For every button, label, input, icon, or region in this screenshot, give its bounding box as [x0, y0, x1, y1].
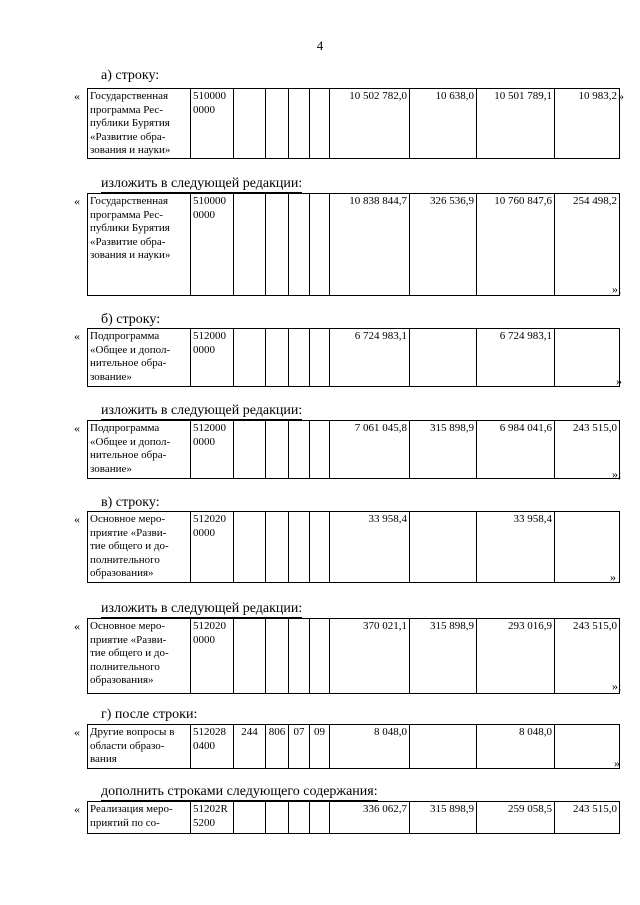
row-col-3: [289, 512, 310, 583]
row-code: 512028 0400: [191, 725, 234, 769]
budget-row: [87, 420, 620, 479]
close-quote: »;: [612, 467, 622, 481]
row-value-total: 336 062,7: [330, 802, 410, 834]
row-code: 512000 0000: [191, 421, 234, 479]
row-value-total: 10 502 782,0: [330, 89, 410, 159]
open-quote: «: [74, 421, 80, 435]
row-name: Основное меро- приятие «Разви- тие общего и до- полнительного образования»: [88, 619, 191, 694]
row-col-2: [266, 512, 289, 583]
close-quote: »: [610, 570, 616, 584]
row-col-4: [310, 802, 330, 834]
block-caption: а) строку:: [101, 68, 160, 83]
open-quote: «: [74, 512, 80, 526]
budget-row: [87, 618, 620, 694]
row-value-3: 293 016,9: [477, 619, 555, 694]
budget-row: [87, 328, 620, 387]
row-col-2: [266, 329, 289, 387]
row-col-1: [234, 619, 266, 694]
close-quote: »: [614, 756, 620, 770]
budget-row: [87, 511, 620, 583]
row-col-1: [234, 802, 266, 834]
open-quote: «: [74, 725, 80, 739]
block-caption: изложить в следующей редакции:: [101, 601, 303, 616]
row-col-1: [234, 329, 266, 387]
row-name: Государственная программа Рес- публики Бурятия «Развитие обра- зования и науки»: [88, 89, 191, 159]
row-value-2: 326 536,9: [410, 194, 477, 296]
row-col-4: [310, 421, 330, 479]
block-caption: дополнить строками следующего содержания:: [101, 784, 378, 799]
row-value-3: 33 958,4: [477, 512, 555, 583]
row-value-total: 10 838 844,7: [330, 194, 410, 296]
row-value-2: 315 898,9: [410, 802, 477, 834]
row-name: Государственная программа Рес- публики Бурятия «Развитие обра- зования и науки»: [88, 194, 191, 296]
block-caption: б) строку:: [101, 312, 161, 327]
block-caption: г) после строки:: [101, 707, 198, 722]
close-quote: »;: [612, 679, 622, 693]
row-value-3: 8 048,0: [477, 725, 555, 769]
open-quote: «: [74, 802, 80, 816]
row-code: 51202R 5200: [191, 802, 234, 834]
row-value-4: 10 983,2: [555, 89, 620, 159]
row-value-2: [410, 512, 477, 583]
row-col-1: 244: [234, 725, 266, 769]
row-code: 510000 0000: [191, 194, 234, 296]
close-quote: »: [616, 374, 622, 388]
row-col-4: [310, 194, 330, 296]
row-value-3: 10 501 789,1: [477, 89, 555, 159]
row-value-4: 243 515,0: [555, 619, 620, 694]
budget-row: [87, 88, 620, 159]
open-quote: «: [74, 89, 80, 103]
close-quote: »;: [612, 282, 622, 296]
row-col-3: [289, 619, 310, 694]
row-value-2: 315 898,9: [410, 421, 477, 479]
budget-row: [87, 724, 620, 769]
row-value-4: 243 515,0: [555, 421, 620, 479]
open-quote: «: [74, 329, 80, 343]
budget-row: [87, 193, 620, 296]
row-code: 510000 0000: [191, 89, 234, 159]
row-value-3: 6 984 041,6: [477, 421, 555, 479]
row-col-4: [310, 329, 330, 387]
open-quote: «: [74, 194, 80, 208]
page-number: 4: [316, 38, 324, 53]
row-value-4: [555, 329, 620, 387]
close-quote: »: [618, 89, 624, 103]
row-value-4: 243 515,0: [555, 802, 620, 834]
row-col-3: [289, 194, 310, 296]
row-col-1: [234, 89, 266, 159]
row-col-3: [289, 421, 310, 479]
row-value-3: 259 058,5: [477, 802, 555, 834]
row-col-4: [310, 619, 330, 694]
row-col-2: 806: [266, 725, 289, 769]
row-value-3: 6 724 983,1: [477, 329, 555, 387]
row-code: 512020 0000: [191, 512, 234, 583]
row-col-1: [234, 194, 266, 296]
block-caption: изложить в следующей редакции:: [101, 176, 303, 191]
row-name: Основное меро- приятие «Разви- тие общего и до- полнительного образования»: [88, 512, 191, 583]
row-col-3: [289, 329, 310, 387]
budget-row: [87, 801, 620, 834]
row-col-1: [234, 421, 266, 479]
block-caption: в) строку:: [101, 495, 160, 510]
row-value-4: 254 498,2: [555, 194, 620, 296]
row-col-2: [266, 421, 289, 479]
row-code: 512000 0000: [191, 329, 234, 387]
row-value-total: 7 061 045,8: [330, 421, 410, 479]
row-col-3: 07: [289, 725, 310, 769]
open-quote: «: [74, 619, 80, 633]
row-name: Подпрограмма «Общее и допол- нительное обра- зование»: [88, 329, 191, 387]
row-code: 512020 0000: [191, 619, 234, 694]
row-value-2: [410, 725, 477, 769]
row-col-4: 09: [310, 725, 330, 769]
row-value-total: 6 724 983,1: [330, 329, 410, 387]
row-value-2: 10 638,0: [410, 89, 477, 159]
block-caption: изложить в следующей редакции:: [101, 403, 303, 418]
row-col-3: [289, 89, 310, 159]
row-col-4: [310, 89, 330, 159]
row-name: Другие вопросы в области образо- вания: [88, 725, 191, 769]
row-name: Подпрограмма «Общее и допол- нительное обра- зование»: [88, 421, 191, 479]
row-col-2: [266, 194, 289, 296]
row-value-total: 33 958,4: [330, 512, 410, 583]
row-value-3: 10 760 847,6: [477, 194, 555, 296]
row-name: Реализация меро- приятий по со-: [88, 802, 191, 834]
row-value-total: 8 048,0: [330, 725, 410, 769]
row-value-2: [410, 329, 477, 387]
row-col-1: [234, 512, 266, 583]
row-value-total: 370 021,1: [330, 619, 410, 694]
row-value-2: 315 898,9: [410, 619, 477, 694]
row-col-2: [266, 619, 289, 694]
row-col-2: [266, 802, 289, 834]
row-col-3: [289, 802, 310, 834]
row-value-4: [555, 725, 620, 769]
row-col-4: [310, 512, 330, 583]
row-col-2: [266, 89, 289, 159]
